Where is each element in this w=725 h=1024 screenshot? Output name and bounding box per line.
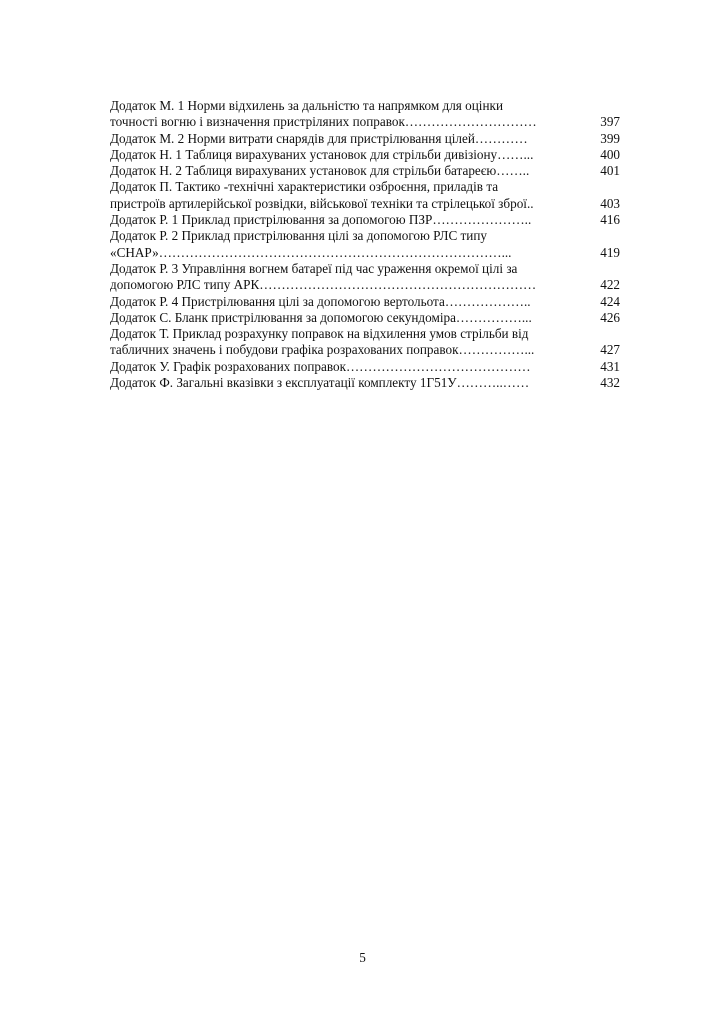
toc-entry-page-number: 403 (600, 195, 620, 211)
toc-entry-title (110, 212, 570, 228)
toc-entry-line: точності вогню і визначення пристріляних поправок………………………… (110, 114, 537, 130)
toc-entry-page-number: 397 (600, 114, 620, 130)
toc-entry-title (110, 294, 570, 310)
toc-entry (110, 294, 620, 310)
toc-entry (110, 179, 620, 212)
toc-entry-title (110, 375, 570, 391)
toc-entry-page-number: 427 (600, 342, 620, 358)
toc-entry (110, 147, 620, 163)
toc-entry-line: Додаток У. Графік розрахованих поправок…………………………………… (110, 358, 531, 374)
toc-entry-line: Додаток С. Бланк пристрілювання за допомогою секундоміра……………... (110, 309, 532, 325)
toc-entry-page-number: 401 (600, 163, 620, 179)
toc-entry-line: Додаток Р. 3 Управління вогнем батареї під час ураження окремої цілі за (110, 260, 518, 276)
toc-entry-title (110, 163, 570, 179)
toc-entry (110, 310, 620, 326)
toc-entry-line: Додаток М. 2 Норми витрати снарядів для пристрілювання цілей………… (110, 130, 528, 146)
toc-entry-title (110, 261, 570, 294)
toc-entry (110, 375, 620, 391)
toc-entry-page-number: 432 (600, 375, 620, 391)
toc-entry-page-number: 400 (600, 146, 620, 162)
toc-entry (110, 261, 620, 294)
toc-entry (110, 326, 620, 359)
page-number: 5 (359, 950, 366, 965)
toc-entry (110, 212, 620, 228)
toc-entry-line: Додаток Ф. Загальні вказівки з експлуатації комплекту 1Г51У………..…… (110, 375, 530, 391)
table-of-contents (110, 98, 620, 391)
toc-entry-title (110, 310, 570, 326)
toc-entry-line: Додаток Р. 4 Пристрілювання цілі за допомогою вертольота……………….. (110, 293, 531, 309)
toc-entry-line: табличних значень і побудови графіка розрахованих поправок……………... (110, 342, 535, 358)
toc-entry-page-number: 426 (600, 309, 620, 325)
toc-entry-page-number: 431 (600, 358, 620, 374)
toc-entry-line: Додаток М. 1 Норми відхилень за дальністю та напрямком для оцінки (110, 98, 503, 113)
toc-entry-line: Додаток Н. 2 Таблиця вирахуваних установок для стрільби батареєю…….. (110, 163, 530, 179)
toc-entry-title (110, 359, 570, 375)
toc-entry-title (110, 326, 570, 359)
toc-entry (110, 98, 620, 131)
toc-entry-page-number: 424 (600, 293, 620, 309)
toc-entry-page-number: 399 (600, 130, 620, 146)
toc-entry (110, 131, 620, 147)
toc-entry-page-number: 416 (600, 212, 620, 228)
toc-entry-page-number: 419 (600, 244, 620, 260)
toc-entry-title (110, 131, 570, 147)
toc-entry-line: Додаток П. Тактико -технічні характеристики озброєння, приладів та (110, 179, 499, 195)
toc-entry-title (110, 179, 570, 212)
toc-entry-line: допомогою РЛС типу АРК……………………………………………………… (110, 277, 537, 293)
toc-entry (110, 163, 620, 179)
toc-entry-line: Додаток Н. 1 Таблиця вирахуваних установок для стрільби дивізіону……... (110, 146, 534, 162)
toc-entry-line: пристроїв артилерійської розвідки, військової техніки та стрілецької зброї.. (110, 195, 534, 211)
toc-entry-line: Додаток Т. Приклад розрахунку поправок на відхилення умов стрільби від (110, 326, 529, 342)
toc-entry-title (110, 147, 570, 163)
toc-entry (110, 228, 620, 261)
toc-entry-title (110, 98, 570, 131)
toc-entry-line: Додаток Р. 1 Приклад пристрілювання за допомогою ПЗР………………….. (110, 212, 532, 228)
toc-entry-line: «СНАР»……………………………………………………………………... (110, 244, 512, 260)
toc-entry (110, 359, 620, 375)
toc-entry-page-number: 422 (600, 277, 620, 293)
toc-entry-title (110, 228, 570, 261)
toc-entry-line: Додаток Р. 2 Приклад пристрілювання цілі за допомогою РЛС типу (110, 228, 488, 244)
